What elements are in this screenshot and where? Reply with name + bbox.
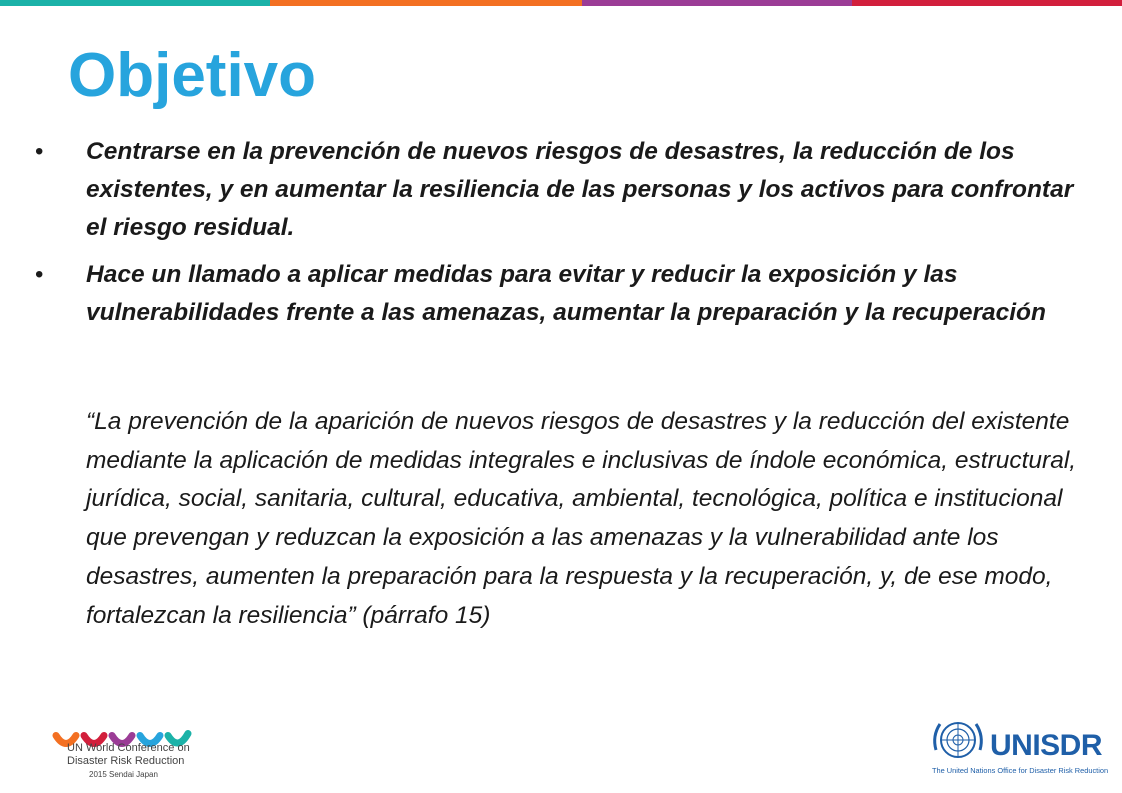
conference-text xyxy=(67,742,190,781)
quote-paragraph: “La prevención de la aparición de nuevos riesgos de desastres y la reducción del existente mediante la aplicación de medidas integrales e inclusivas de índole económica, estructural, jurídica, social, sanitaria, cultural, educativa, ambiental, tecnológica, política e institucional que prevengan y reduzcan la exposición a las amenazas y la vulnerabilidad ante los desastres, aumenten la preparación para la respuesta y la recuperación, y, de ese modo, fortalezcan la resiliencia” (párrafo 15) xyxy=(86,408,1077,629)
un-emblem-icon xyxy=(930,716,986,766)
bullet-symbol: • xyxy=(35,138,44,165)
unisdr-wordmark: UNISDR xyxy=(990,729,1103,762)
top-bar-teal xyxy=(0,0,270,6)
slide-title: Objetivo xyxy=(68,41,317,110)
bullet-list xyxy=(35,133,1075,341)
bullet-text: Centrarse en la prevención de nuevos riesgos de desastres, la reducción de los existentes, y en aumentar la resiliencia de las personas y los activos para confrontar el riesgo residual. xyxy=(86,138,1074,241)
top-bar-red xyxy=(852,0,1122,6)
bullet-symbol: • xyxy=(35,261,44,288)
top-bar-purple xyxy=(582,0,852,6)
conference-line-3: 2015 Sendai Japan xyxy=(89,770,158,779)
bullet-item xyxy=(35,133,1075,247)
unisdr-tagline: The United Nations Office for Disaster Risk Reduction xyxy=(932,766,1109,775)
top-color-bar xyxy=(0,0,1122,6)
bullet-item xyxy=(35,256,1075,332)
conference-line-2: Disaster Risk Reduction xyxy=(67,755,185,767)
bullet-text: Hace un llamado a aplicar medidas para evitar y reducir la exposición y las vulnerabilidades frente a las amenazas, aumentar la preparación y la recuperación xyxy=(86,261,1046,326)
top-bar-orange xyxy=(270,0,582,6)
conference-line-1: UN World Conference on xyxy=(67,742,190,754)
